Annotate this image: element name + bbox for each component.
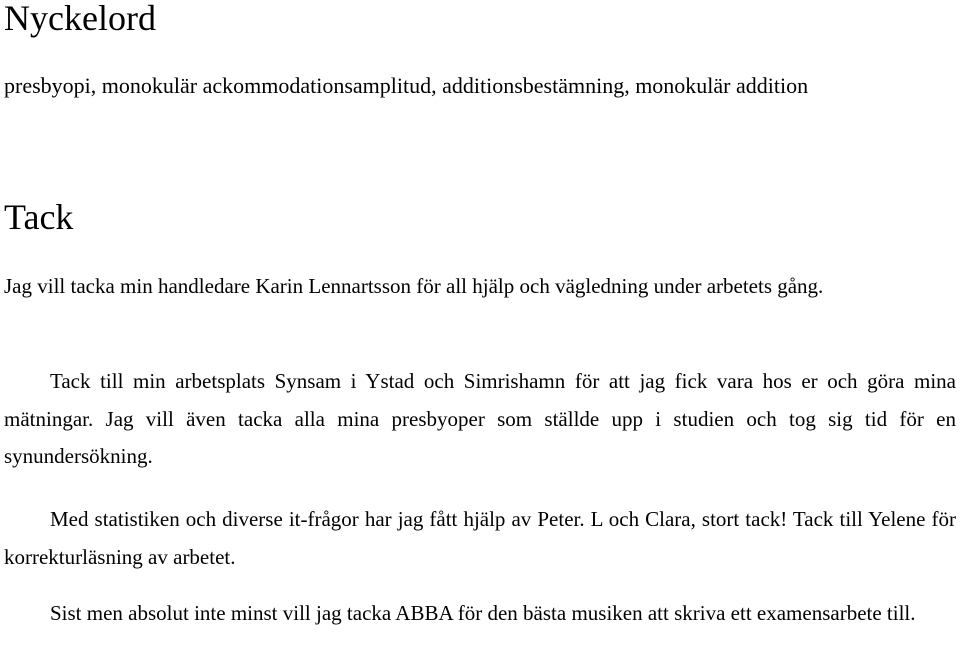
keywords-heading: Nyckelord	[4, 0, 156, 38]
thanks-heading: Tack	[4, 197, 74, 237]
thanks-paragraph-supervisor: Jag vill tacka min handledare Karin Lennartsson för all hjälp och vägledning under arbetets gång.	[4, 274, 824, 298]
thanks-paragraph-statistics: Med statistiken och diverse it-frågor har jag fått hjälp av Peter. L och Clara, stort tack! Tack till Yelene för korrekturläsning av arbetet.	[4, 507, 956, 569]
keywords-text: presbyopi, monokulär ackommodationsamplitud, additionsbestämning, monokulär addition	[4, 73, 809, 98]
thanks-paragraph-music: Sist men absolut inte minst vill jag tacka ABBA för den bästa musiken att skriva ett examensarbete till.	[50, 601, 916, 625]
thanks-paragraph-workplace: Tack till min arbetsplats Synsam i Ystad och Simrishamn för att jag fick vara hos er och göra mina mätningar. Jag vill även tacka alla mina presbyoper som ställde upp i studien och tog sig tid för en synundersökning.	[4, 369, 956, 469]
